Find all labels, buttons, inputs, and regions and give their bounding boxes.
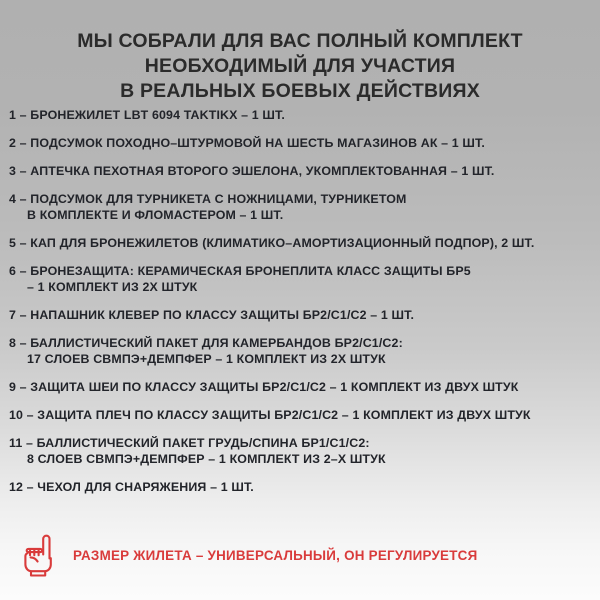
list-item bbox=[9, 107, 595, 123]
list-item-line-1: 6 – БРОНЕЗАЩИТА: КЕРАМИЧЕСКАЯ БРОНЕПЛИТА КЛАСС ЗАЩИТЫ БР5 bbox=[9, 264, 471, 278]
list-item bbox=[9, 191, 595, 223]
equipment-list bbox=[9, 107, 595, 507]
footer-callout bbox=[22, 534, 477, 578]
footer-note-text: РАЗМЕР ЖИЛЕТА – УНИВЕРСАЛЬНЫЙ, ОН РЕГУЛИРУЕТСЯ bbox=[73, 548, 478, 563]
list-item bbox=[9, 335, 595, 367]
list-item bbox=[9, 479, 595, 495]
list-item-line-2: 17 СЛОЕВ СВМПЭ+ДЕМПФЕР – 1 КОМПЛЕКТ ИЗ 2Х ШТУК bbox=[27, 352, 386, 366]
list-item bbox=[9, 307, 595, 323]
list-item bbox=[9, 235, 595, 251]
page-title-line-1: МЫ СОБРАЛИ ДЛЯ ВАС ПОЛНЫЙ КОМПЛЕКТ bbox=[77, 30, 523, 52]
page-title bbox=[0, 29, 600, 104]
list-item-line-1: 7 – НАПАШНИК КЛЕВЕР ПО КЛАССУ ЗАЩИТЫ БР2/С1/С2 – 1 ШТ. bbox=[9, 308, 415, 322]
list-item-line-1: 4 – ПОДСУМОК ДЛЯ ТУРНИКЕТА С НОЖНИЦАМИ, ТУРНИКЕТОМ bbox=[9, 192, 407, 206]
list-item-line-1: 10 – ЗАЩИТА ПЛЕЧ ПО КЛАССУ ЗАЩИТЫ БР2/С1/С2 – 1 КОМПЛЕКТ ИЗ ДВУХ ШТУК bbox=[9, 408, 531, 422]
list-item-line-1: 11 – БАЛЛИСТИЧЕСКИЙ ПАКЕТ ГРУДЬ/СПИНА БР1/С1/С2: bbox=[9, 436, 370, 450]
list-item bbox=[9, 163, 595, 179]
list-item-line-1: 9 – ЗАЩИТА ШЕИ ПО КЛАССУ ЗАЩИТЫ БР2/С1/С2 – 1 КОМПЛЕКТ ИЗ ДВУХ ШТУК bbox=[9, 380, 519, 394]
list-item-line-1: 1 – БРОНЕЖИЛЕТ LBT 6094 TAKTIKX – 1 ШТ. bbox=[9, 108, 285, 122]
list-item-line-1: 2 – ПОДСУМОК ПОХОДНО–ШТУРМОВОЙ НА ШЕСТЬ МАГАЗИНОВ АК – 1 ШТ. bbox=[9, 136, 485, 150]
list-item-line-2: – 1 КОМПЛЕКТ ИЗ 2Х ШТУК bbox=[27, 280, 198, 294]
list-item-line-2: В КОМПЛЕКТЕ И ФЛОМАСТЕРОМ – 1 ШТ. bbox=[27, 208, 284, 222]
list-item-line-1: 8 – БАЛЛИСТИЧЕСКИЙ ПАКЕТ ДЛЯ КАМЕРБАНДОВ БР2/С1/С2: bbox=[9, 336, 403, 350]
pointing-up-hand-icon bbox=[22, 534, 58, 578]
list-item-line-2: 8 СЛОЕВ СВМПЭ+ДЕМПФЕР – 1 КОМПЛЕКТ ИЗ 2–Х ШТУК bbox=[27, 452, 386, 466]
list-item bbox=[9, 435, 595, 467]
list-item bbox=[9, 407, 595, 423]
page-title-line-3: В РЕАЛЬНЫХ БОЕВЫХ ДЕЙСТВИЯХ bbox=[120, 80, 480, 102]
list-item-line-1: 12 – ЧЕХОЛ ДЛЯ СНАРЯЖЕНИЯ – 1 ШТ. bbox=[9, 480, 254, 494]
list-item bbox=[9, 379, 595, 395]
list-item-line-1: 3 – АПТЕЧКА ПЕХОТНАЯ ВТОРОГО ЭШЕЛОНА, УКОМПЛЕКТОВАННАЯ – 1 ШТ. bbox=[9, 164, 495, 178]
list-item bbox=[9, 263, 595, 295]
list-item bbox=[9, 135, 595, 151]
page-title-line-2: НЕОБХОДИМЫЙ ДЛЯ УЧАСТИЯ bbox=[144, 55, 456, 77]
list-item-line-1: 5 – КАП ДЛЯ БРОНЕЖИЛЕТОВ (КЛИМАТИКО–АМОРТИЗАЦИОННЫЙ ПОДПОР), 2 ШТ. bbox=[9, 236, 535, 250]
